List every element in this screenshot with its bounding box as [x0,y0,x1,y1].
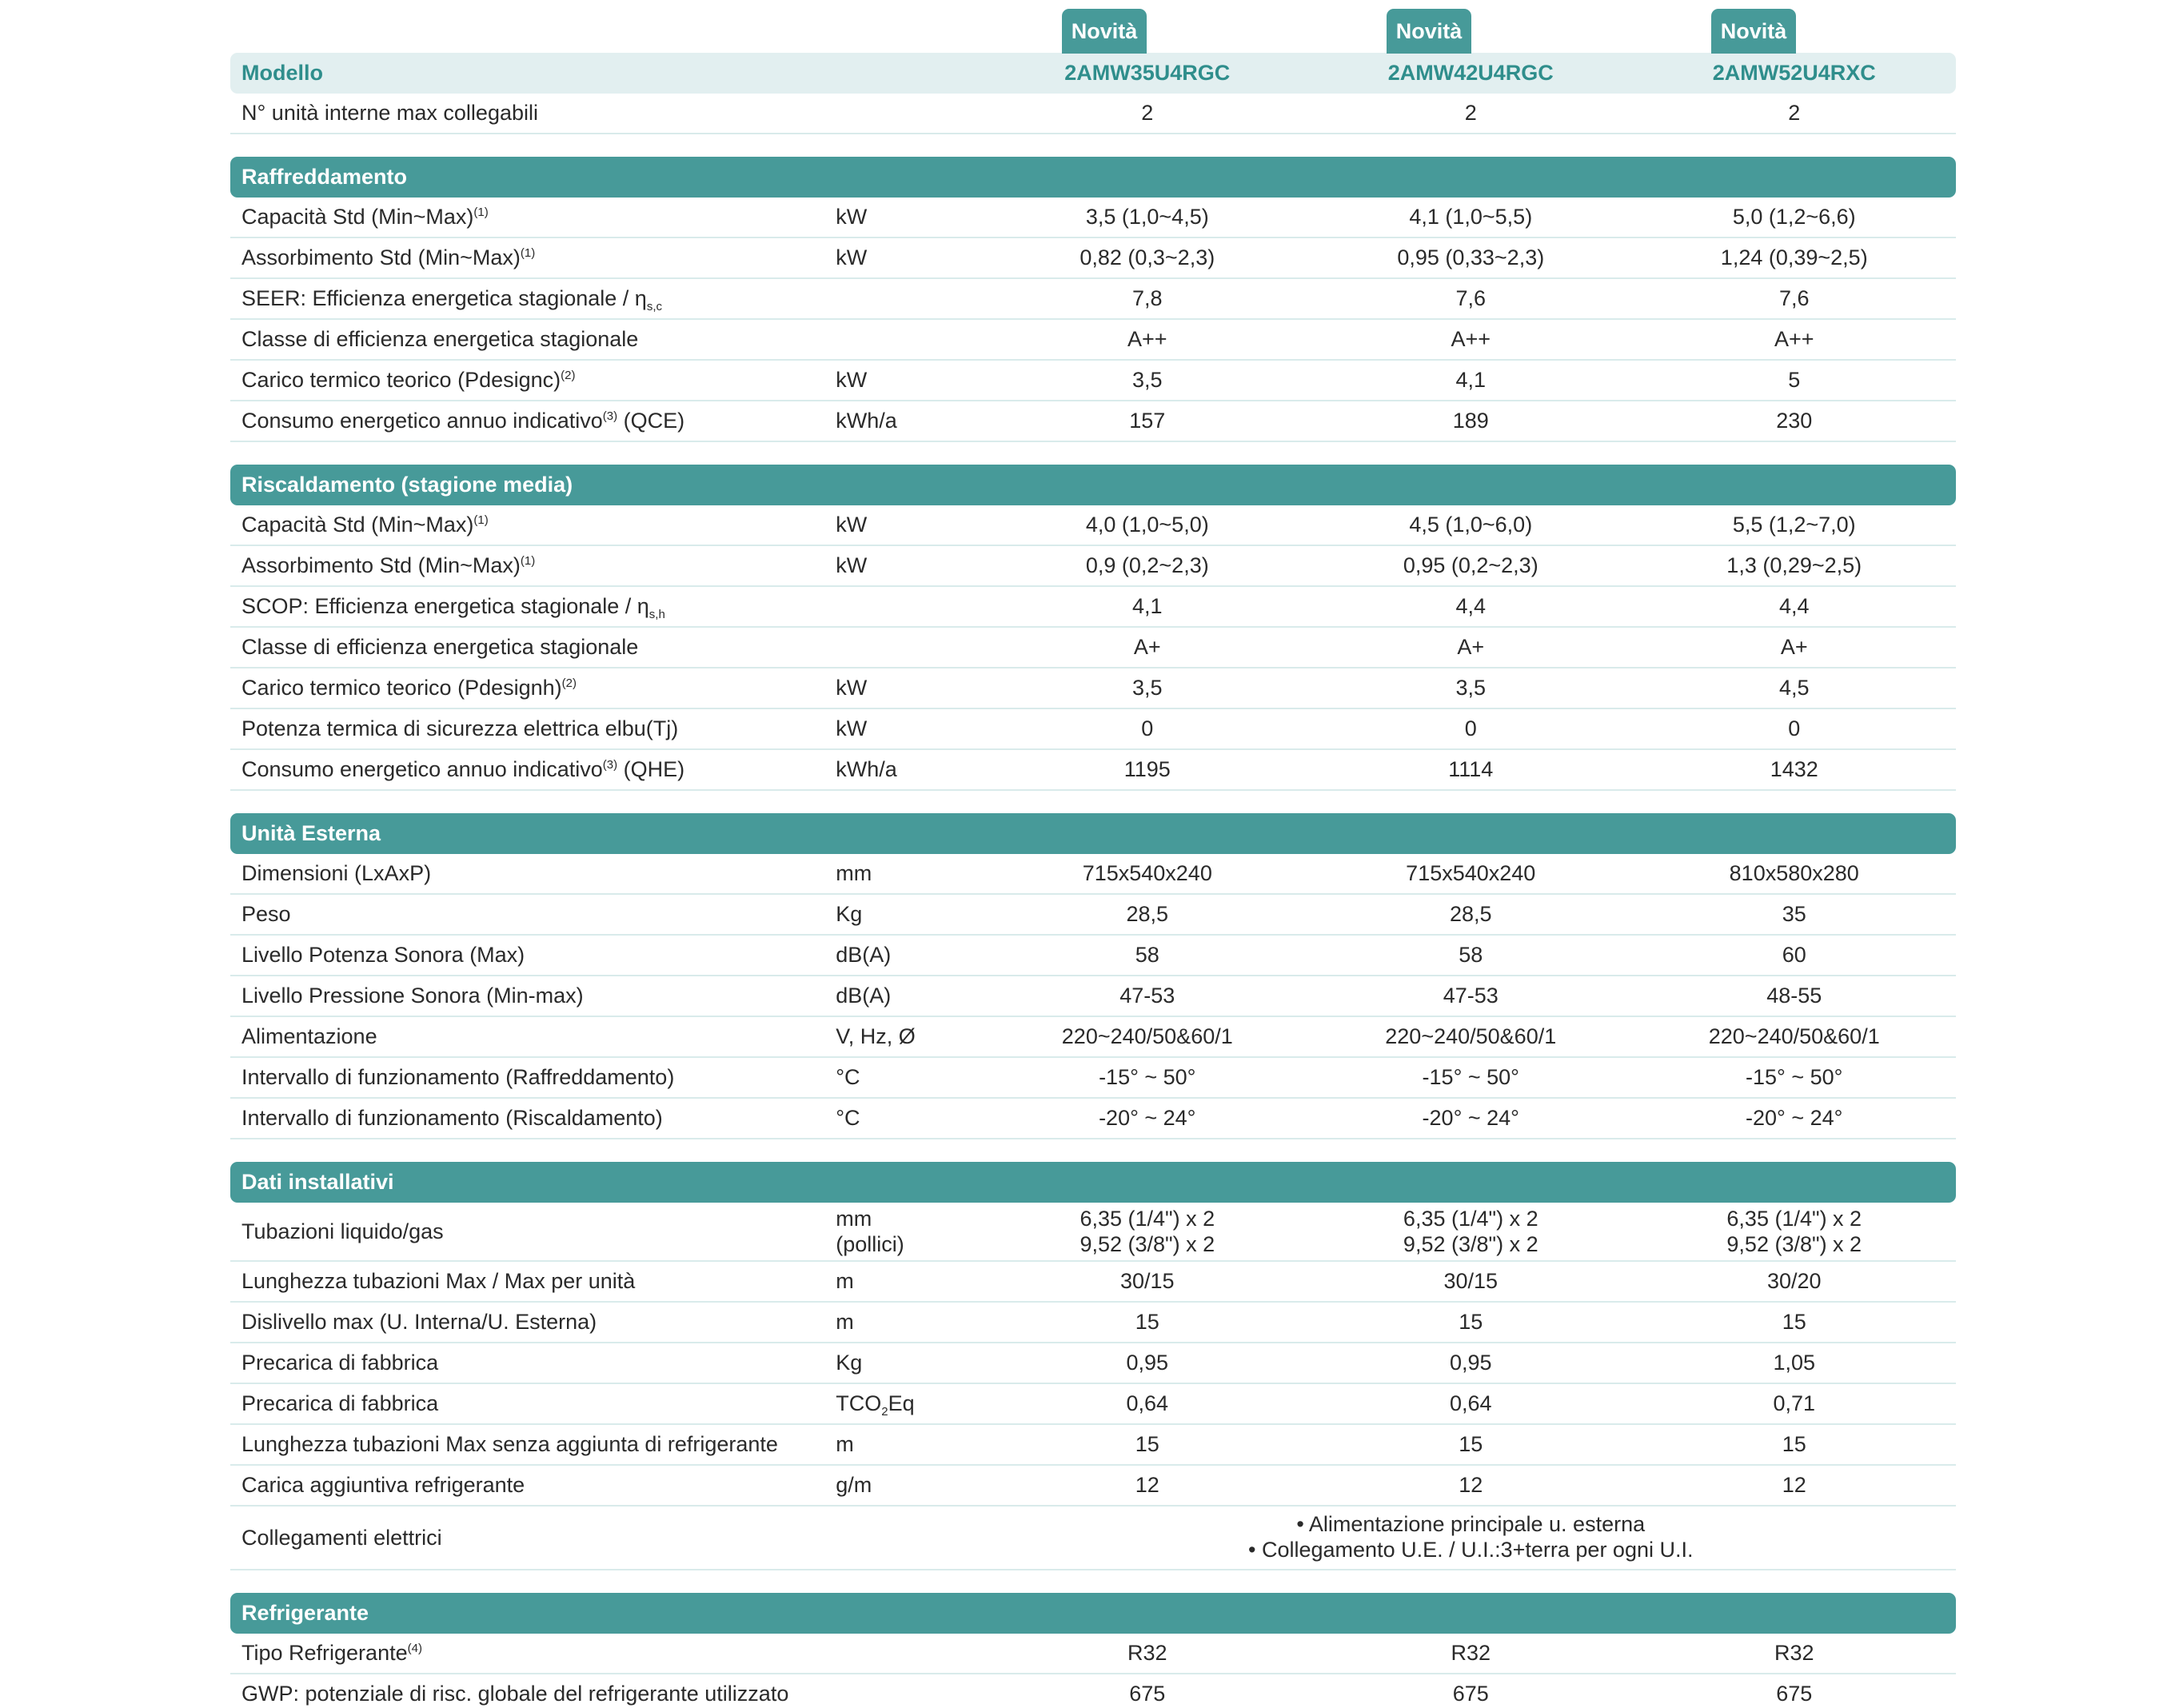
row-value: 30/20 [1766,1269,1822,1294]
row-value: 1,05 [1773,1351,1816,1375]
row-value: A+ [1133,635,1161,660]
table-row [230,895,1956,936]
table-row-electrical [230,1506,1956,1570]
row-value: 0,95 [1449,1351,1492,1375]
row-value: 675 [1452,1682,1489,1706]
row-unit: Kg [836,902,863,927]
row-value: 7,6 [1455,286,1487,311]
row-label-text: Lunghezza tubazioni Max / Max per unità [241,1269,636,1293]
table-row [230,279,1956,320]
row-label [230,1310,834,1335]
row-value: 6,35 (1/4") x 2 9,52 (3/8") x 2 [1080,1206,1215,1256]
table-row [230,936,1956,976]
footnote-ref: (1) [473,513,489,527]
row-unit: kW [836,205,868,229]
row-label: N° unità interne max collegabili [241,101,538,125]
row-label [230,553,834,578]
table-row [230,709,1956,750]
row-label-text: Dislivello max (U. Interna/U. Esterna) [241,1310,597,1334]
row-label [230,943,834,968]
row-value: -20° ~ 24° [1746,1106,1843,1131]
row-value: -15° ~ 50° [1422,1065,1519,1090]
row-value: 5 [1788,368,1801,393]
row-value: 0 [1141,716,1154,741]
row-unit [834,1391,985,1419]
badge-bar [230,0,1956,53]
row-value: 2 [1464,101,1477,126]
row-label-text: Consumo energetico annuo indicativo [241,757,603,781]
table-row [230,668,1956,709]
row-label-sub: s,h [649,608,665,621]
row-value: 0,9 (0,2~2,3) [1085,553,1209,578]
table-row [230,587,1956,628]
row-value: 4,5 (1,0~6,0) [1409,513,1533,537]
row-value: 58 [1135,943,1159,968]
row-value: 3,5 [1132,676,1163,700]
row-label [230,205,834,229]
model-header-row [230,53,1956,94]
row-value: 230 [1776,409,1813,433]
row-value: 0,82 (0,3~2,3) [1080,245,1215,270]
row-label [230,1269,834,1294]
row-label-text: Carica aggiuntiva refrigerante [241,1473,525,1497]
row-value: 3,5 (1,0~4,5) [1085,205,1209,229]
row-value: A++ [1774,327,1814,352]
new-badge: Novità [1062,9,1147,54]
section-header-heating: Riscaldamento (stagione media) [230,465,1956,505]
table-row [230,505,1956,546]
row-value: 157 [1129,409,1166,433]
row-label-text: Classe di efficienza energetica stagionale [241,635,639,659]
table-row [230,401,1956,442]
row-label [230,1391,834,1416]
row-label: Collegamenti elettrici [241,1525,442,1550]
row-label-text: Intervallo di funzionamento (Raffreddamento) [241,1065,675,1089]
row-value: 1,24 (0,39~2,5) [1720,245,1868,270]
table-row [230,94,1956,134]
footnote-ref: (1) [473,206,489,219]
row-unit: kWh/a [836,409,897,433]
row-value: 4,5 [1778,676,1810,700]
section-header-install: Dati installativi [230,1162,1956,1203]
row-value: 30/15 [1119,1269,1175,1294]
row-value: A+ [1780,635,1808,660]
table-row [230,1384,1956,1425]
row-unit: m [836,1310,854,1335]
row-value: 15 [1135,1432,1159,1457]
row-value: R32 [1451,1641,1491,1666]
row-label-text: Classe di efficienza energetica stagionale [241,327,639,351]
row-value: A++ [1127,327,1167,352]
row-value: 6,35 (1/4") x 2 9,52 (3/8") x 2 [1403,1206,1538,1256]
row-value: 2 [1141,101,1154,126]
row-value: 12 [1782,1473,1806,1498]
row-value: 0,95 (0,33~2,3) [1397,245,1545,270]
row-label-text: Peso [241,902,291,926]
row-label-suffix: (QHE) [617,757,685,781]
table-row [230,361,1956,401]
row-unit: m [836,1269,854,1294]
row-label-text: Potenza termica di sicurezza elettrica elbu(Tj) [241,716,679,740]
row-label-text: Precarica di fabbrica [241,1391,439,1415]
row-unit: °C [836,1106,860,1131]
table-row [230,1634,1956,1674]
row-label-text: Carico termico teorico (Pdesignh) [241,676,562,700]
row-value: 0,64 [1449,1391,1492,1416]
table-row [230,320,1956,361]
row-label [230,245,834,270]
row-value: 6,35 (1/4") x 2 9,52 (3/8") x 2 [1726,1206,1862,1256]
row-label-text: Precarica di fabbrica [241,1351,439,1375]
row-label [230,676,834,700]
row-label-text: Carico termico teorico (Pdesignc) [241,368,561,392]
row-value: 3,5 [1455,676,1487,700]
table-row [230,1058,1956,1099]
row-value: 0,95 [1126,1351,1169,1375]
row-label-text: Assorbimento Std (Min~Max) [241,245,521,269]
row-label-suffix: (QCE) [617,409,685,433]
row-label: Tubazioni liquido/gas [241,1219,444,1243]
section-header-cooling: Raffreddamento [230,157,1956,198]
row-label-text: SEER: Efficienza energetica stagionale / η [241,286,647,310]
row-label [230,1106,834,1131]
table-row [230,976,1956,1017]
footnote-ref: (1) [520,246,536,260]
row-unit: kW [836,368,868,393]
row-value: 5,5 (1,2~7,0) [1732,513,1856,537]
footnote-ref: (4) [407,1642,422,1655]
row-value: 3,5 [1132,368,1163,393]
row-label [230,327,834,352]
row-unit: kWh/a [836,757,897,782]
refrigerant-rows [230,1634,1956,1708]
row-unit: mm [836,861,872,886]
row-value: 220~240/50&60/1 [1061,1024,1233,1049]
row-label [230,757,834,782]
row-label [230,1432,834,1457]
row-value: 220~240/50&60/1 [1385,1024,1557,1049]
table-row [230,1099,1956,1139]
section-header-refrigerant: Refrigerante [230,1593,1956,1634]
row-value: 1,3 (0,29~2,5) [1726,553,1862,578]
table-row [230,1262,1956,1303]
row-value: 4,4 [1778,594,1810,619]
row-label [230,286,834,311]
row-value: 4,1 (1,0~5,5) [1409,205,1533,229]
row-label [230,1641,834,1666]
row-unit: g/m [836,1473,872,1498]
row-label [230,716,834,741]
row-label [230,861,834,886]
row-label-text: Livello Pressione Sonora (Min-max) [241,984,584,1008]
row-value: 0 [1464,716,1477,741]
table-row [230,1425,1956,1466]
row-value: 15 [1459,1310,1483,1335]
row-value: 189 [1452,409,1489,433]
footnote-ref: (1) [520,554,536,568]
row-value: 810x580x280 [1729,861,1859,886]
footnote-ref: (3) [602,758,618,772]
table-row [230,1303,1956,1343]
row-label [230,984,834,1008]
row-value: 0,64 [1126,1391,1169,1416]
table-row [230,546,1956,587]
row-unit: kW [836,513,868,537]
row-value: 15 [1782,1310,1806,1335]
row-value: • Alimentazione principale u. esterna • Collegamento U.E. / U.I.:3+terra per ogni U.I. [1248,1512,1694,1562]
row-value: 1432 [1770,757,1818,782]
row-label-sub: s,c [646,300,662,313]
row-label [230,902,834,927]
footnote-ref: (2) [561,369,576,382]
row-value: -15° ~ 50° [1099,1065,1196,1090]
table-row [230,1674,1956,1708]
row-value: 2 [1788,101,1801,126]
row-label-text: Capacità Std (Min~Max) [241,513,474,537]
row-label [230,409,834,433]
row-label-text: Consumo energetico annuo indicativo [241,409,603,433]
row-label [230,1065,834,1090]
row-value: 675 [1776,1682,1813,1706]
row-label-text: GWP: potenziale di risc. globale del refrigerante utilizzato [241,1682,789,1706]
row-value: 1114 [1448,757,1494,782]
row-unit: V, Hz, Ø [836,1024,916,1049]
row-value: 28,5 [1449,902,1492,927]
row-value: 4,0 (1,0~5,0) [1085,513,1209,537]
model-name: 2AMW42U4RGC [1387,61,1554,86]
row-value: 715x540x240 [1082,861,1212,886]
section-header-outdoor: Unità Esterna [230,813,1956,854]
row-label [230,1024,834,1049]
table-row-pipes [230,1203,1956,1262]
row-value: 48-55 [1766,984,1822,1008]
row-unit: dB(A) [836,943,892,968]
row-value: 12 [1135,1473,1159,1498]
row-value: R32 [1774,1641,1814,1666]
row-value: 4,1 [1455,368,1487,393]
heating-rows [230,505,1956,791]
table-row [230,750,1956,791]
row-value: -15° ~ 50° [1746,1065,1843,1090]
row-label-text: Tipo Refrigerante [241,1641,408,1665]
row-unit: kW [836,245,868,270]
row-value: 0 [1788,716,1801,741]
row-unit: kW [836,553,868,578]
row-value: 47-53 [1119,984,1175,1008]
footnote-ref: (2) [561,676,577,690]
row-value: -20° ~ 24° [1099,1106,1196,1131]
unit-sub: 2 [881,1405,888,1419]
cooling-rows [230,198,1956,442]
spec-table [230,0,1956,1708]
unit-text: TCO [836,1391,882,1416]
row-value: 675 [1129,1682,1166,1706]
table-row [230,238,1956,279]
row-value: 60 [1782,943,1806,968]
row-value: 4,4 [1455,594,1487,619]
row-unit: Kg [836,1351,863,1375]
new-badge: Novità [1711,9,1796,54]
row-unit: m [836,1432,854,1457]
new-badge: Novità [1387,9,1471,54]
model-name: 2AMW35U4RGC [1064,61,1231,86]
install-rows [230,1262,1956,1506]
row-value: 7,8 [1132,286,1163,311]
table-row [230,198,1956,238]
row-unit: kW [836,716,868,741]
row-value: 15 [1135,1310,1159,1335]
model-label: Modello [241,61,323,85]
row-value: 15 [1782,1432,1806,1457]
row-value: 0,95 (0,2~2,3) [1403,553,1538,578]
table-row [230,1017,1956,1058]
outdoor-rows [230,854,1956,1139]
unit-text: Eq [888,1391,915,1416]
row-label [230,594,834,619]
row-value: 47-53 [1443,984,1499,1008]
row-label-text: Capacità Std (Min~Max) [241,205,474,229]
row-label-text: Lunghezza tubazioni Max senza aggiunta di refrigerante [241,1432,778,1456]
row-label-text: Intervallo di funzionamento (Riscaldamento) [241,1106,663,1130]
table-row [230,1343,1956,1384]
row-value: 5,0 (1,2~6,6) [1732,205,1856,229]
row-value: 30/15 [1443,1269,1499,1294]
row-label [230,1473,834,1498]
row-label [230,1351,834,1375]
row-unit: mm (pollici) [836,1206,904,1256]
row-value: 28,5 [1126,902,1169,927]
row-value: 220~240/50&60/1 [1708,1024,1880,1049]
row-value: 58 [1459,943,1483,968]
model-name: 2AMW52U4RXC [1712,61,1876,86]
row-value: A+ [1457,635,1485,660]
row-value: A++ [1451,327,1491,352]
row-value: -20° ~ 24° [1422,1106,1519,1131]
row-value: 4,1 [1132,594,1163,619]
row-label [230,635,834,660]
row-value: 35 [1782,902,1806,927]
row-label [230,1682,834,1706]
row-label-text: Alimentazione [241,1024,377,1048]
row-label [230,368,834,393]
table-row [230,854,1956,895]
table-row [230,628,1956,668]
row-label [230,513,834,537]
row-unit: °C [836,1065,860,1090]
row-value: R32 [1127,1641,1167,1666]
row-unit: kW [836,676,868,700]
table-row [230,1466,1956,1506]
row-unit: dB(A) [836,984,892,1008]
row-value: 1195 [1123,757,1171,782]
row-label-text: Livello Potenza Sonora (Max) [241,943,525,967]
row-label-text: SCOP: Efficienza energetica stagionale / η [241,594,649,618]
row-value: 0,71 [1773,1391,1816,1416]
footnote-ref: (3) [602,409,618,423]
row-value: 715x540x240 [1406,861,1536,886]
row-value: 15 [1459,1432,1483,1457]
row-value: 7,6 [1778,286,1810,311]
row-label-text: Assorbimento Std (Min~Max) [241,553,521,577]
row-label-text: Dimensioni (LxAxP) [241,861,432,885]
row-value: 12 [1459,1473,1483,1498]
